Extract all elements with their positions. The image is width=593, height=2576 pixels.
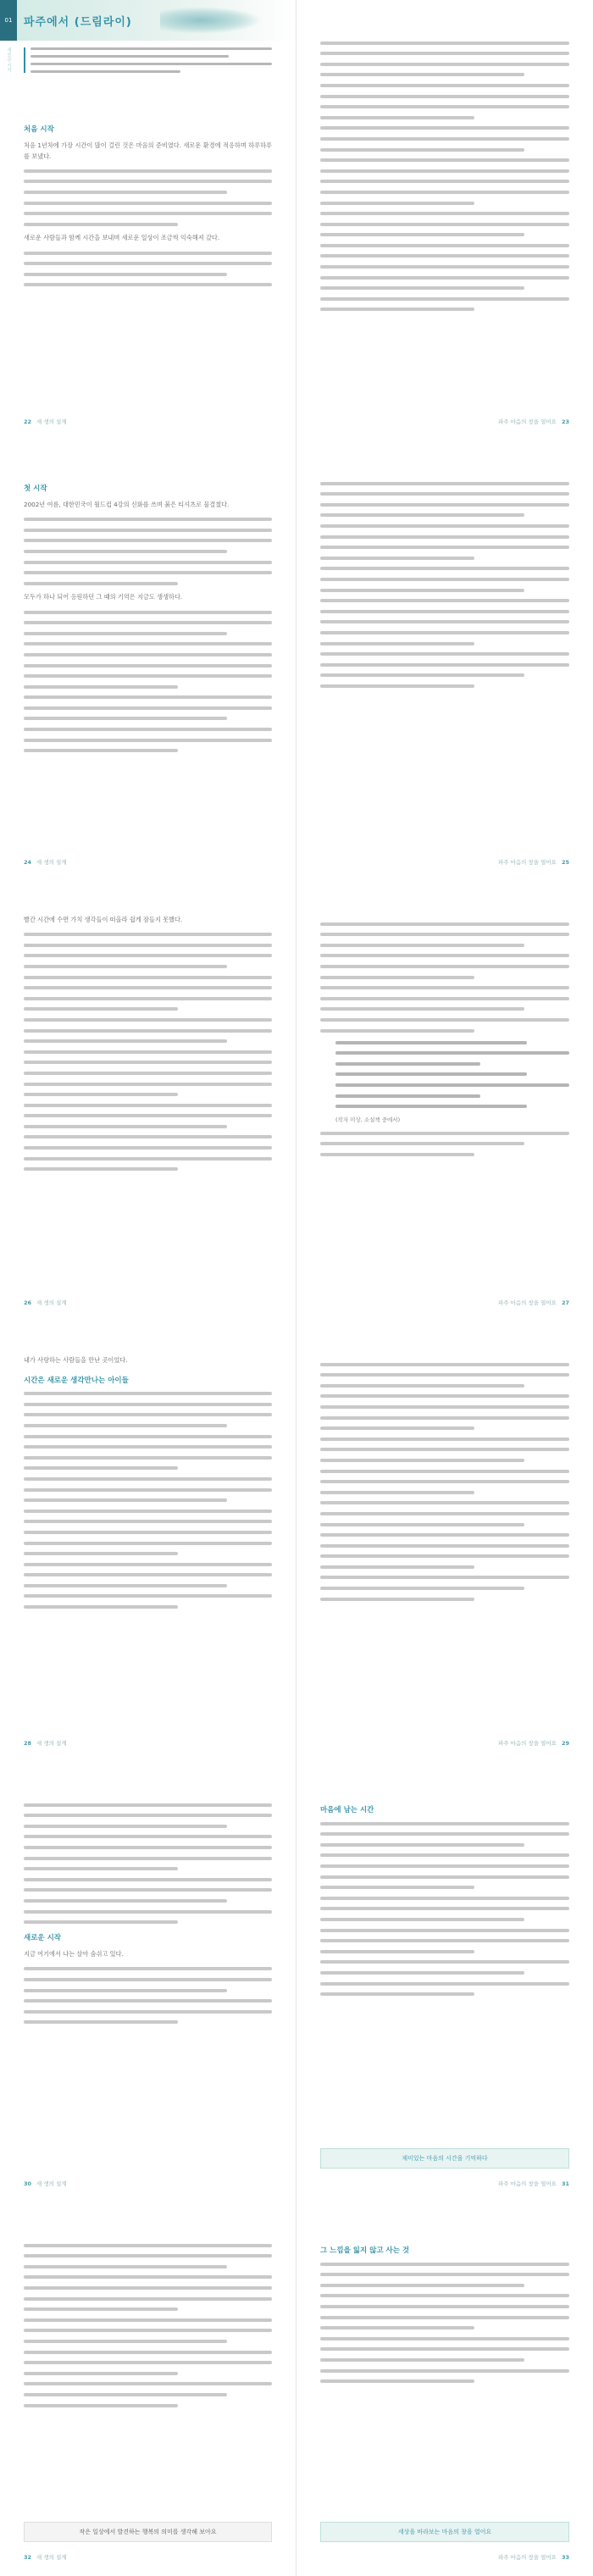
page-spread-6: [0, 2202, 593, 2576]
page-spread-1: [0, 0, 593, 440]
side-tag: 새로운 시작: [6, 47, 11, 73]
chapter-number: 01: [0, 0, 17, 41]
left-page: [0, 2202, 296, 2576]
body-paragraph: 빨간 시간에 수면 가치 생각들이 떠올라 쉽게 잠들지 못했다.: [24, 916, 183, 923]
body-text: [320, 922, 569, 1033]
page-folio: 파주 마음의 창을 열어요 31: [497, 2180, 569, 2187]
body-text: [24, 518, 272, 585]
page-folio: 24 새 생의 설계: [24, 858, 67, 866]
page-folio: 파주 마음의 창을 열어요 25: [497, 858, 569, 866]
page-folio: 파주 마음의 창을 열어요 27: [497, 1299, 569, 1306]
section-heading: 그 느낌을 잃지 않고 사는 것: [320, 2246, 410, 2255]
page-spread-2: [0, 440, 593, 881]
body-text: [24, 2244, 272, 2407]
body-paragraph: 2002년 여름, 대한민국이 월드컵 4강의 신화를 쓰며 붉은 티셔츠로 물결쳤다.: [24, 501, 230, 508]
left-page: [0, 1321, 296, 1762]
page-folio: 파주 마음의 창을 열어요 29: [497, 1739, 569, 1747]
page-folio: 26 새 생의 설계: [24, 1299, 67, 1306]
body-text: [24, 1967, 272, 2024]
body-paragraph: 새로운 사람들과 함께 시간을 보내며 새로운 일상이 조금씩 익숙해져 갔다.: [24, 234, 220, 242]
right-page: [296, 1321, 593, 1762]
right-page: [296, 2202, 593, 2576]
page-folio: 32 새 생의 설계: [24, 2553, 67, 2561]
page-folio: 파주 마음의 창을 열어요 33: [497, 2553, 569, 2561]
callout-box: 세상을 바라보는 마음의 창을 열어요: [320, 2522, 569, 2542]
body-text: [24, 1392, 272, 1609]
left-page: [0, 0, 296, 440]
quote-block: [335, 1041, 569, 1123]
section-heading: 처음 시작: [24, 125, 54, 134]
right-page: [296, 1762, 593, 2202]
body-text: [24, 611, 272, 753]
left-page: [0, 881, 296, 1321]
body-paragraph: 모두가 하나 되어 응원하던 그 때의 기억은 지금도 생생하다.: [24, 593, 183, 601]
section-heading: 마음에 남는 시간: [320, 1806, 374, 1814]
page-spread-5: [0, 1762, 593, 2202]
page-folio: 파주 마음의 창을 열어요 23: [497, 418, 569, 425]
body-text: [320, 1363, 569, 1601]
callout-box: 작은 일상에서 발견하는 행복의 의미를 생각해 보아요: [24, 2522, 272, 2542]
body-text: [24, 933, 272, 1171]
body-text: [320, 1132, 569, 1156]
callout-box: 재미있는 마음의 시간을 기억하다: [320, 2148, 569, 2169]
right-page: [296, 881, 593, 1321]
body-paragraph: 내가 사랑하는 사람들을 만난 곳이었다.: [24, 1356, 128, 1364]
body-paragraph: 지금 여기에서 나는 살아 숨쉬고 있다.: [24, 1950, 124, 1958]
chapter-title: 파주에서 (드림라이): [24, 15, 132, 29]
page-folio: 30 새 생의 설계: [24, 2180, 67, 2187]
body-text: [320, 42, 569, 312]
right-page: [296, 0, 593, 440]
body-text: [320, 2263, 569, 2384]
section-heading: 시간은 새로운 생각만나는 아이들: [24, 1376, 129, 1385]
quote-caption: (작자 미상, 소설책 중에서): [335, 1116, 401, 1123]
body-text: [320, 1822, 569, 1997]
body-text: [24, 1803, 272, 1925]
section-heading: 새로운 시작: [24, 1934, 62, 1943]
left-page: [0, 1762, 296, 2202]
brush-decoration: [160, 7, 262, 34]
intro-box: [24, 47, 272, 73]
page-spread-3: [0, 881, 593, 1321]
section-heading: 첫 시작: [24, 485, 47, 493]
page-folio: 28 새 생의 설계: [24, 1739, 67, 1747]
body-paragraph: 처음 1년차에 가장 시간이 많이 걸린 것은 마음의 준비였다. 새로운 환경에 적응하며 하루하루를 보냈다.: [24, 141, 272, 160]
chapter-banner: [0, 0, 296, 41]
body-text: [24, 169, 272, 226]
page-folio: 22 새 생의 설계: [24, 418, 67, 425]
left-page: [0, 440, 296, 881]
body-text: [320, 482, 569, 688]
page-spread-4: [0, 1321, 593, 1762]
body-text: [24, 252, 272, 287]
right-page: [296, 440, 593, 881]
